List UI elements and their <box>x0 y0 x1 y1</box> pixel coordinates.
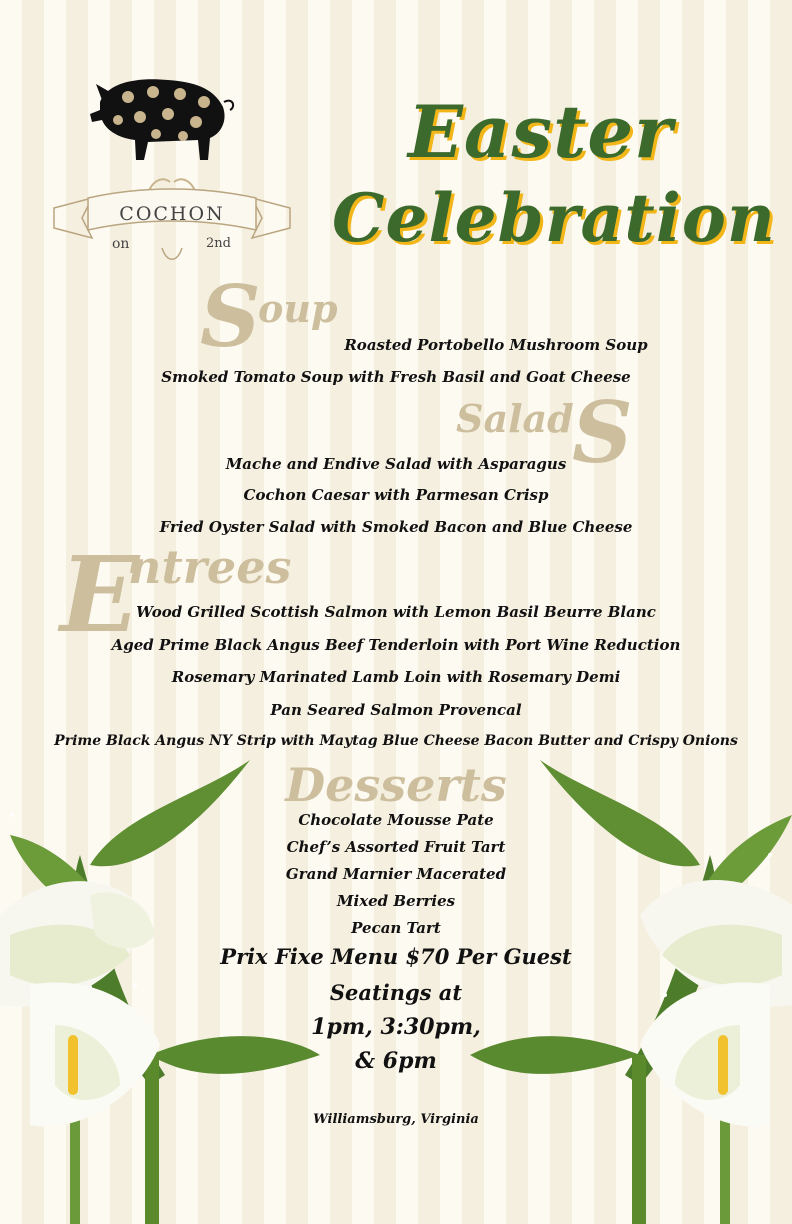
prix-fixe-price: Prix Fixe Menu $70 Per Guest <box>220 944 572 969</box>
location-text: Williamsburg, Virginia <box>313 1112 479 1127</box>
salad-item: Fried Oyster Salad with Smoked Bacon and Blue Cheese <box>159 518 633 536</box>
soup-item: Roasted Portobello Mushroom Soup <box>344 336 648 354</box>
seatings-times-line: 1pm, 3:30pm, <box>311 1014 481 1040</box>
entrees-initial-letter: E <box>60 533 140 656</box>
title-line-celebration: Celebration <box>332 179 776 257</box>
entrees-heading-rest: ntrees <box>128 540 292 594</box>
soup-initial-letter: S <box>200 267 261 366</box>
pig-logo-icon <box>88 72 238 167</box>
entree-item: Rosemary Marinated Lamb Loin with Rosemary Demi <box>171 668 621 686</box>
logo-sub-right: 2nd <box>206 236 231 251</box>
dessert-item: Chef’s Assorted Fruit Tart <box>286 838 506 856</box>
entree-item: Wood Grilled Scottish Salmon with Lemon Basil Beurre Blanc <box>136 603 656 621</box>
desserts-heading: Desserts <box>285 758 507 812</box>
title-line-easter: Easter <box>408 89 674 174</box>
salads-final-letter: S <box>572 383 633 482</box>
entree-item: Pan Seared Salmon Provencal <box>270 701 522 719</box>
dessert-item: Chocolate Mousse Pate <box>298 811 494 829</box>
salad-item: Mache and Endive Salad with Asparagus <box>225 455 567 473</box>
dessert-item: Grand Marnier Macerated <box>285 865 507 883</box>
soup-item: Smoked Tomato Soup with Fresh Basil and Goat Cheese <box>161 368 631 386</box>
dessert-item: Pecan Tart <box>351 919 441 937</box>
entree-item: Aged Prime Black Angus Beef Tenderloin with Port Wine Reduction <box>111 636 681 654</box>
entree-item: Prime Black Angus NY Strip with Maytag Blue Cheese Bacon Butter and Crispy Onions <box>54 733 738 749</box>
salads-heading-word: Salad <box>456 396 574 441</box>
seatings-line: Seatings at <box>329 980 463 1005</box>
logo-sub-left: on <box>112 236 130 252</box>
dessert-item: Mixed Berries <box>336 892 456 910</box>
salad-item: Cochon Caesar with Parmesan Crisp <box>243 486 549 504</box>
seatings-last-line: & 6pm <box>355 1048 437 1074</box>
logo-brand-name: COCHON <box>119 203 225 225</box>
soup-heading-rest: oup <box>258 286 338 331</box>
